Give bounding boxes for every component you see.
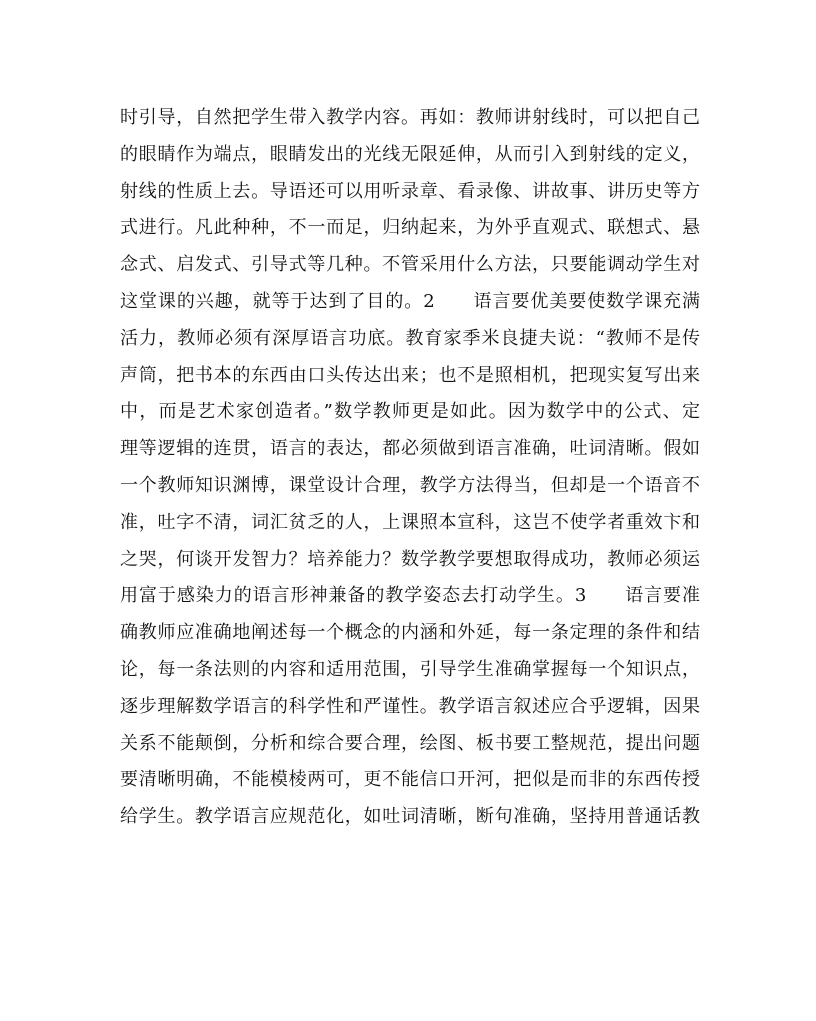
text-line: 活力，教师必须有深厚语言功底。教育家季米良捷夫说：“教师不是传 xyxy=(120,327,700,349)
text-line: 要清晰明确，不能模棱两可，更不能信口开河，把似是而非的东西传授 xyxy=(120,769,700,791)
text-line: 中，而是艺术家创造者。”数学教师更是如此。因为数学中的公式、定 xyxy=(120,401,700,423)
text-line: 理等逻辑的连贯，语言的表达，都必须做到语言准确，吐词清晰。假如 xyxy=(120,438,700,460)
text-line: 念式、启发式、引导式等几种。不管采用什么方法，只要能调动学生对 xyxy=(120,254,700,276)
text-line: 式进行。凡此种种，不一而足，归纳起来，为外乎直观式、联想式、悬 xyxy=(120,217,700,239)
text-line: 一个教师知识渊博，课堂设计合理，教学方法得当，但却是一个语音不 xyxy=(120,474,700,496)
text-line: 给学生。教学语言应规范化，如吐词清晰，断句准确，坚持用普通话教 xyxy=(120,806,700,828)
text-line: 射线的性质上去。导语还可以用听录章、看录像、讲故事、讲历史等方 xyxy=(120,180,700,202)
body-text xyxy=(120,100,700,836)
text-line: 时引导，自然把学生带入教学内容。再如：教师讲射线时，可以把自己 xyxy=(120,107,700,128)
text-line: 这堂课的兴趣，就等于达到了目的。2 语言要优美要使数学课充满 xyxy=(120,290,700,312)
text-line: 确教师应准确地阐述每一个概念的内涵和外延，每一条定理的条件和结 xyxy=(120,622,700,644)
text-line: 用富于感染力的语言形神兼备的教学姿态去打动学生。3 语言要准 xyxy=(120,585,700,607)
text-line: 准，吐字不清，词汇贫乏的人，上课照本宣科，这岂不使学者重效卞和 xyxy=(120,511,700,533)
text-line: 关系不能颠倒，分析和综合要合理，绘图、板书要工整规范，提出问题 xyxy=(120,732,700,754)
text-line: 逐步理解数学语言的科学性和严谨性。教学语言叙述应合乎逻辑，因果 xyxy=(120,695,700,717)
text-line: 之哭，何谈开发智力？培养能力？数学教学要想取得成功，教师必须运 xyxy=(120,548,700,570)
text-line: 声筒，把书本的东西由口头传达出来；也不是照相机，把现实复写出来 xyxy=(120,364,700,386)
text-line: 论，每一条法则的内容和适用范围，引导学生准确掌握每一个知识点， xyxy=(120,658,700,680)
text-line: 的眼睛作为端点，眼睛发出的光线无限延伸，从而引入到射线的定义， xyxy=(120,143,700,165)
